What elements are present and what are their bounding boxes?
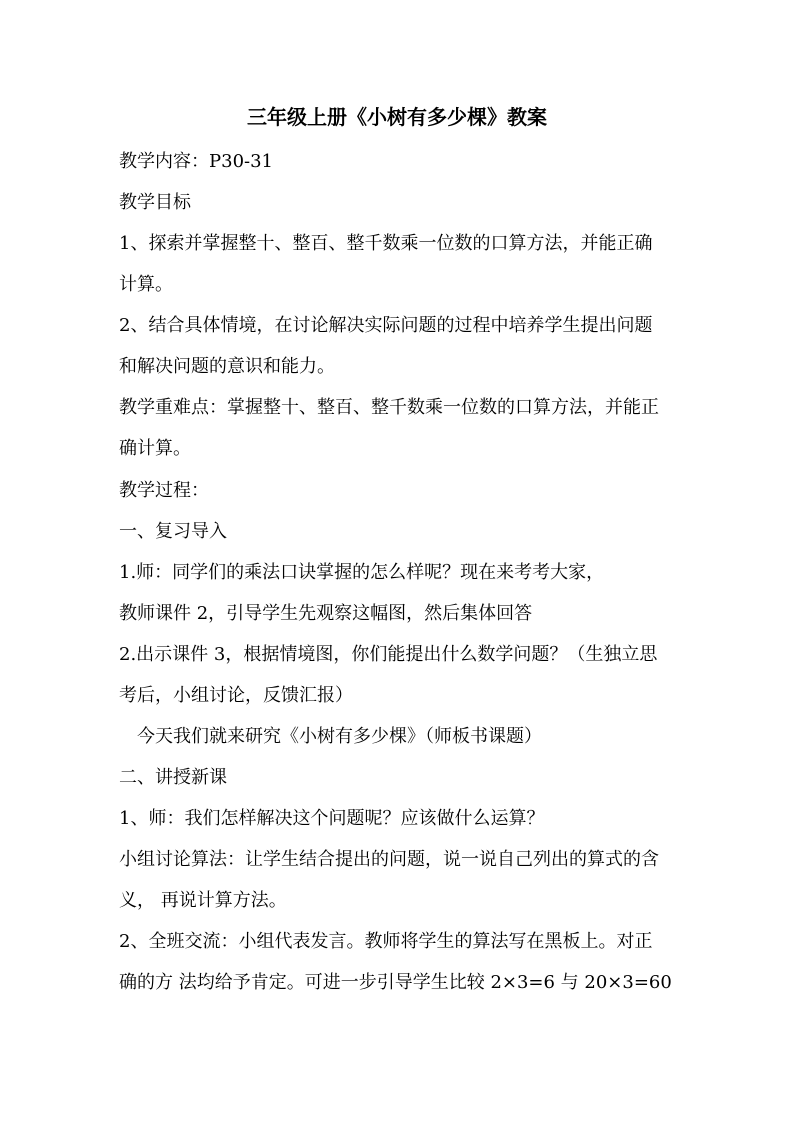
line-new-lesson-1: 1、师：我们怎样解决这个问题呢？应该做什么运算？ xyxy=(119,808,545,829)
document-title: 三年级上册《小树有多少棵》教案 xyxy=(247,105,547,129)
line-goal-2-cont: 和解决问题的意识和能力。 xyxy=(119,356,335,377)
line-teaching-goals-heading: 教学目标 xyxy=(119,192,191,213)
line-class-exchange-cont: 确的方 法均给予肯定。可进一步引导学生比较 2×3=6 与 20×3=60 xyxy=(119,972,672,993)
line-key-points-cont: 确计算。 xyxy=(119,438,191,459)
line-review-2: 2.出示课件 3，根据情境图，你们能提出什么数学问题？（生独立思 xyxy=(119,644,658,665)
line-review-courseware-2: 教师课件 2，引导学生先观察这幅图，然后集体回答 xyxy=(119,603,533,624)
line-process-heading: 教学过程： xyxy=(119,480,209,501)
line-group-discussion-cont: 义， 再说计算方法。 xyxy=(119,890,287,911)
line-group-discussion: 小组讨论算法：让学生结合提出的问题，说一说自己列出的算式的含 xyxy=(119,849,659,870)
line-topic-intro: 今天我们就来研究《小树有多少棵》（师板书课题） xyxy=(137,726,542,747)
line-class-exchange: 2、全班交流：小组代表发言。教师将学生的算法写在黑板上。对正 xyxy=(119,931,653,952)
line-key-points: 教学重难点：掌握整十、整百、整千数乘一位数的口算方法，并能正 xyxy=(119,397,659,418)
line-review-1: 1.师：同学们的乘法口诀掌握的怎么样呢？现在来考考大家， xyxy=(119,562,605,583)
line-goal-1-cont: 计算。 xyxy=(119,274,173,295)
line-goal-2: 2、结合具体情境，在讨论解决实际问题的过程中培养学生提出问题 xyxy=(119,315,653,336)
line-section-new-lesson: 二、讲授新课 xyxy=(119,767,227,788)
line-teaching-content: 教学内容：P30-31 xyxy=(119,151,274,172)
line-goal-1: 1、探索并掌握整十、整百、整千数乘一位数的口算方法，并能正确 xyxy=(119,233,653,254)
line-section-review: 一、复习导入 xyxy=(119,521,227,542)
line-review-2-cont: 考后，小组讨论，反馈汇报） xyxy=(119,685,353,706)
